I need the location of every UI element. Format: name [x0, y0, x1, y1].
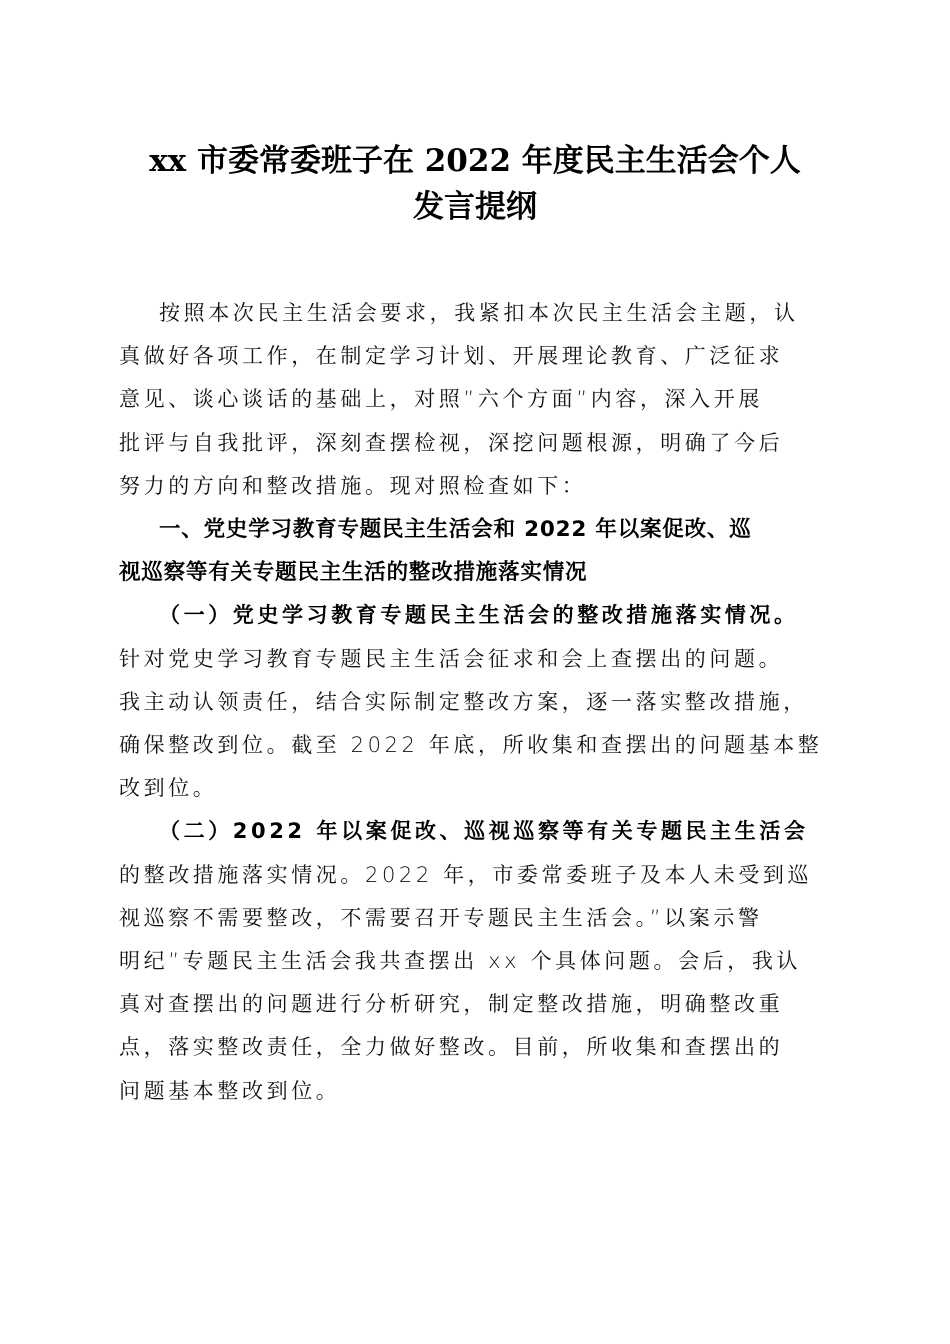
section-1-heading-line-1: 一、党史学习教育专题民主生活会和 2022 年以案促改、巡 — [159, 517, 752, 543]
subsection-1-line-4: 确保整改到位。截至 2022 年底，所收集和查摆出的问题基本整 — [119, 733, 823, 758]
intro-paragraph — [119, 292, 831, 508]
subsection-1-line-2: 针对党史学习教育专题民主生活会征求和会上查摆出的问题。 — [119, 646, 784, 671]
subsection-2-line-4: 明纪”专题民主生活会我共查摆出 xx 个具体问题。会后，我认 — [119, 949, 802, 974]
title-line-2: 发言提纲 — [413, 189, 537, 225]
document-title — [99, 138, 851, 230]
subsection-2-line-6: 点，落实整改责任，全力做好整改。目前，所收集和查摆出的 — [119, 1035, 784, 1060]
section-1-heading — [119, 508, 831, 594]
subsection-1-line-3: 我主动认领责任，结合实际制定整改方案，逐一落实整改措施， — [119, 689, 808, 714]
subsection-1-heading: （一）党史学习教育专题民主生活会的整改措施落实情况。 — [159, 603, 799, 628]
subsection-2-line-2: 的整改措施落实情况。2022 年，市委常委班子及本人未受到巡 — [119, 862, 813, 887]
intro-line-2: 真做好各项工作，在制定学习计划、开展理论教育、广泛征求 — [119, 344, 784, 369]
intro-line-1: 按照本次民主生活会要求，我紧扣本次民主生活会主题，认 — [159, 301, 799, 325]
intro-line-4: 批评与自我批评，深刻查摆检视，深挖问题根源，明确了今后 — [119, 430, 784, 455]
subsection-1-paragraph — [119, 594, 831, 810]
document-page — [119, 138, 831, 1113]
subsection-2-paragraph — [119, 810, 831, 1112]
section-1-heading-line-2: 视巡察等有关专题民主生活的整改措施落实情况 — [119, 560, 588, 586]
intro-line-3: 意见、谈心谈话的基础上，对照”六个方面”内容，深入开展 — [119, 387, 763, 412]
intro-line-5: 努力的方向和整改措施。现对照检查如下： — [119, 473, 587, 498]
title-spacer — [119, 230, 831, 292]
subsection-1-line-5: 改到位。 — [119, 776, 218, 801]
subsection-2-line-7: 问题基本整改到位。 — [119, 1078, 341, 1103]
subsection-2-line-3: 视巡察不需要整改，不需要召开专题民主生活会。”以案示警 — [119, 905, 763, 930]
subsection-2-heading: （二）2022 年以案促改、巡视巡察等有关专题民主生活会 — [159, 819, 809, 844]
subsection-2-line-5: 真对查摆出的问题进行分析研究，制定整改措施，明确整改重 — [119, 992, 784, 1017]
title-line-1: xx 市委常委班子在 2022 年度民主生活会个人 — [149, 143, 801, 179]
